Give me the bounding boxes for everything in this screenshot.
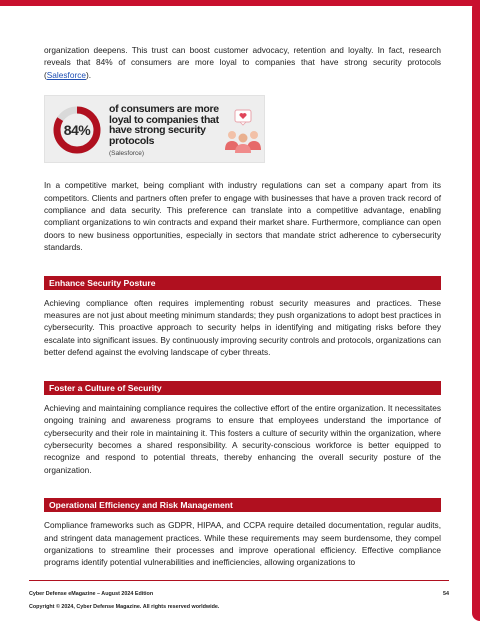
section-heading-operational-efficiency: Operational Efficiency and Risk Management [44,498,441,512]
footer-edition: Cyber Defense eMagazine – August 2024 Edition [29,591,154,597]
statistic-headline: of consumers are more loyal to companies that have strong security protocols [109,103,219,147]
salesforce-link[interactable]: Salesforce [46,69,86,80]
statistic-text [109,104,219,156]
right-edge-bar [472,0,480,621]
section-body-security-posture: Achieving compliance often requires implementing robust security measures and practices. These measures are not just about meeting minimum standards; they push organizations to adopt best practices in cybersecurity. This proactive approach to security helps in identifying and mitigating risks before they escalate into significant issues. By continuously improving security controls and protocols, organizations can better defend against the evolving landscape of cyber threats. [44,297,441,358]
people-with-heart-icon [223,108,263,154]
statistic-card [44,95,265,163]
footer-page-number: 54 [443,591,449,597]
intro-paragraph: organization deepens. This trust can boost customer advocacy, retention and loyalty. In fact, research reveals that 84% of consumers are more loyal to companies that have strong security protocols (Salesforce). [44,45,441,80]
statistic-source: (Salesforce) [109,149,145,157]
section-body-operational-efficiency: Compliance frameworks such as GDPR, HIPAA, and CCPA require detailed documentation, regular audits, and stringent data management practices. While these requirements may seem burdensome, they compel organizations to streamline their processes and improve operational efficiency. Effective compliance programs identify potential vulnerabilities and inefficiencies, allowing organizations to [44,520,441,568]
page-footer [29,580,449,610]
competitive-paragraph: In a competitive market, being compliant with industry regulations can set a company apart from its competitors. Clients and partners often prefer to engage with businesses that have a proven track record of compliance and data security. This preference can translate into a competitive advantage, enabling compliant organizations to win contracts and expand their market share. Furthermore, compliance can open doors to new business opportunities, especially in sectors that mandate strict adherence to cybersecurity standards. [44,180,441,253]
section-body-culture-of-security: Achieving and maintaining compliance requires the collective effort of the entire organization. It necessitates ongoing training and awareness programs to ensure that employees understand the importance of cybersecurity and their role in maintaining it. This fosters a culture of security within the organization, where cybersecurity becomes a shared responsibility. A security-conscious workforce is better equipped to recognize and respond to potential threats, thereby enhancing the overall security posture of the organization. [44,402,441,475]
percent-label: 84% [63,122,91,139]
footer-divider [29,580,449,581]
article-page [44,44,441,569]
section-heading-culture-of-security: Foster a Culture of Security [44,381,441,395]
top-edge-bar [0,0,480,6]
footer-copyright: Copyright © 2024, Cyber Defense Magazine. All rights reserved worldwide. [29,604,220,610]
section-heading-security-posture: Enhance Security Posture [44,276,441,290]
